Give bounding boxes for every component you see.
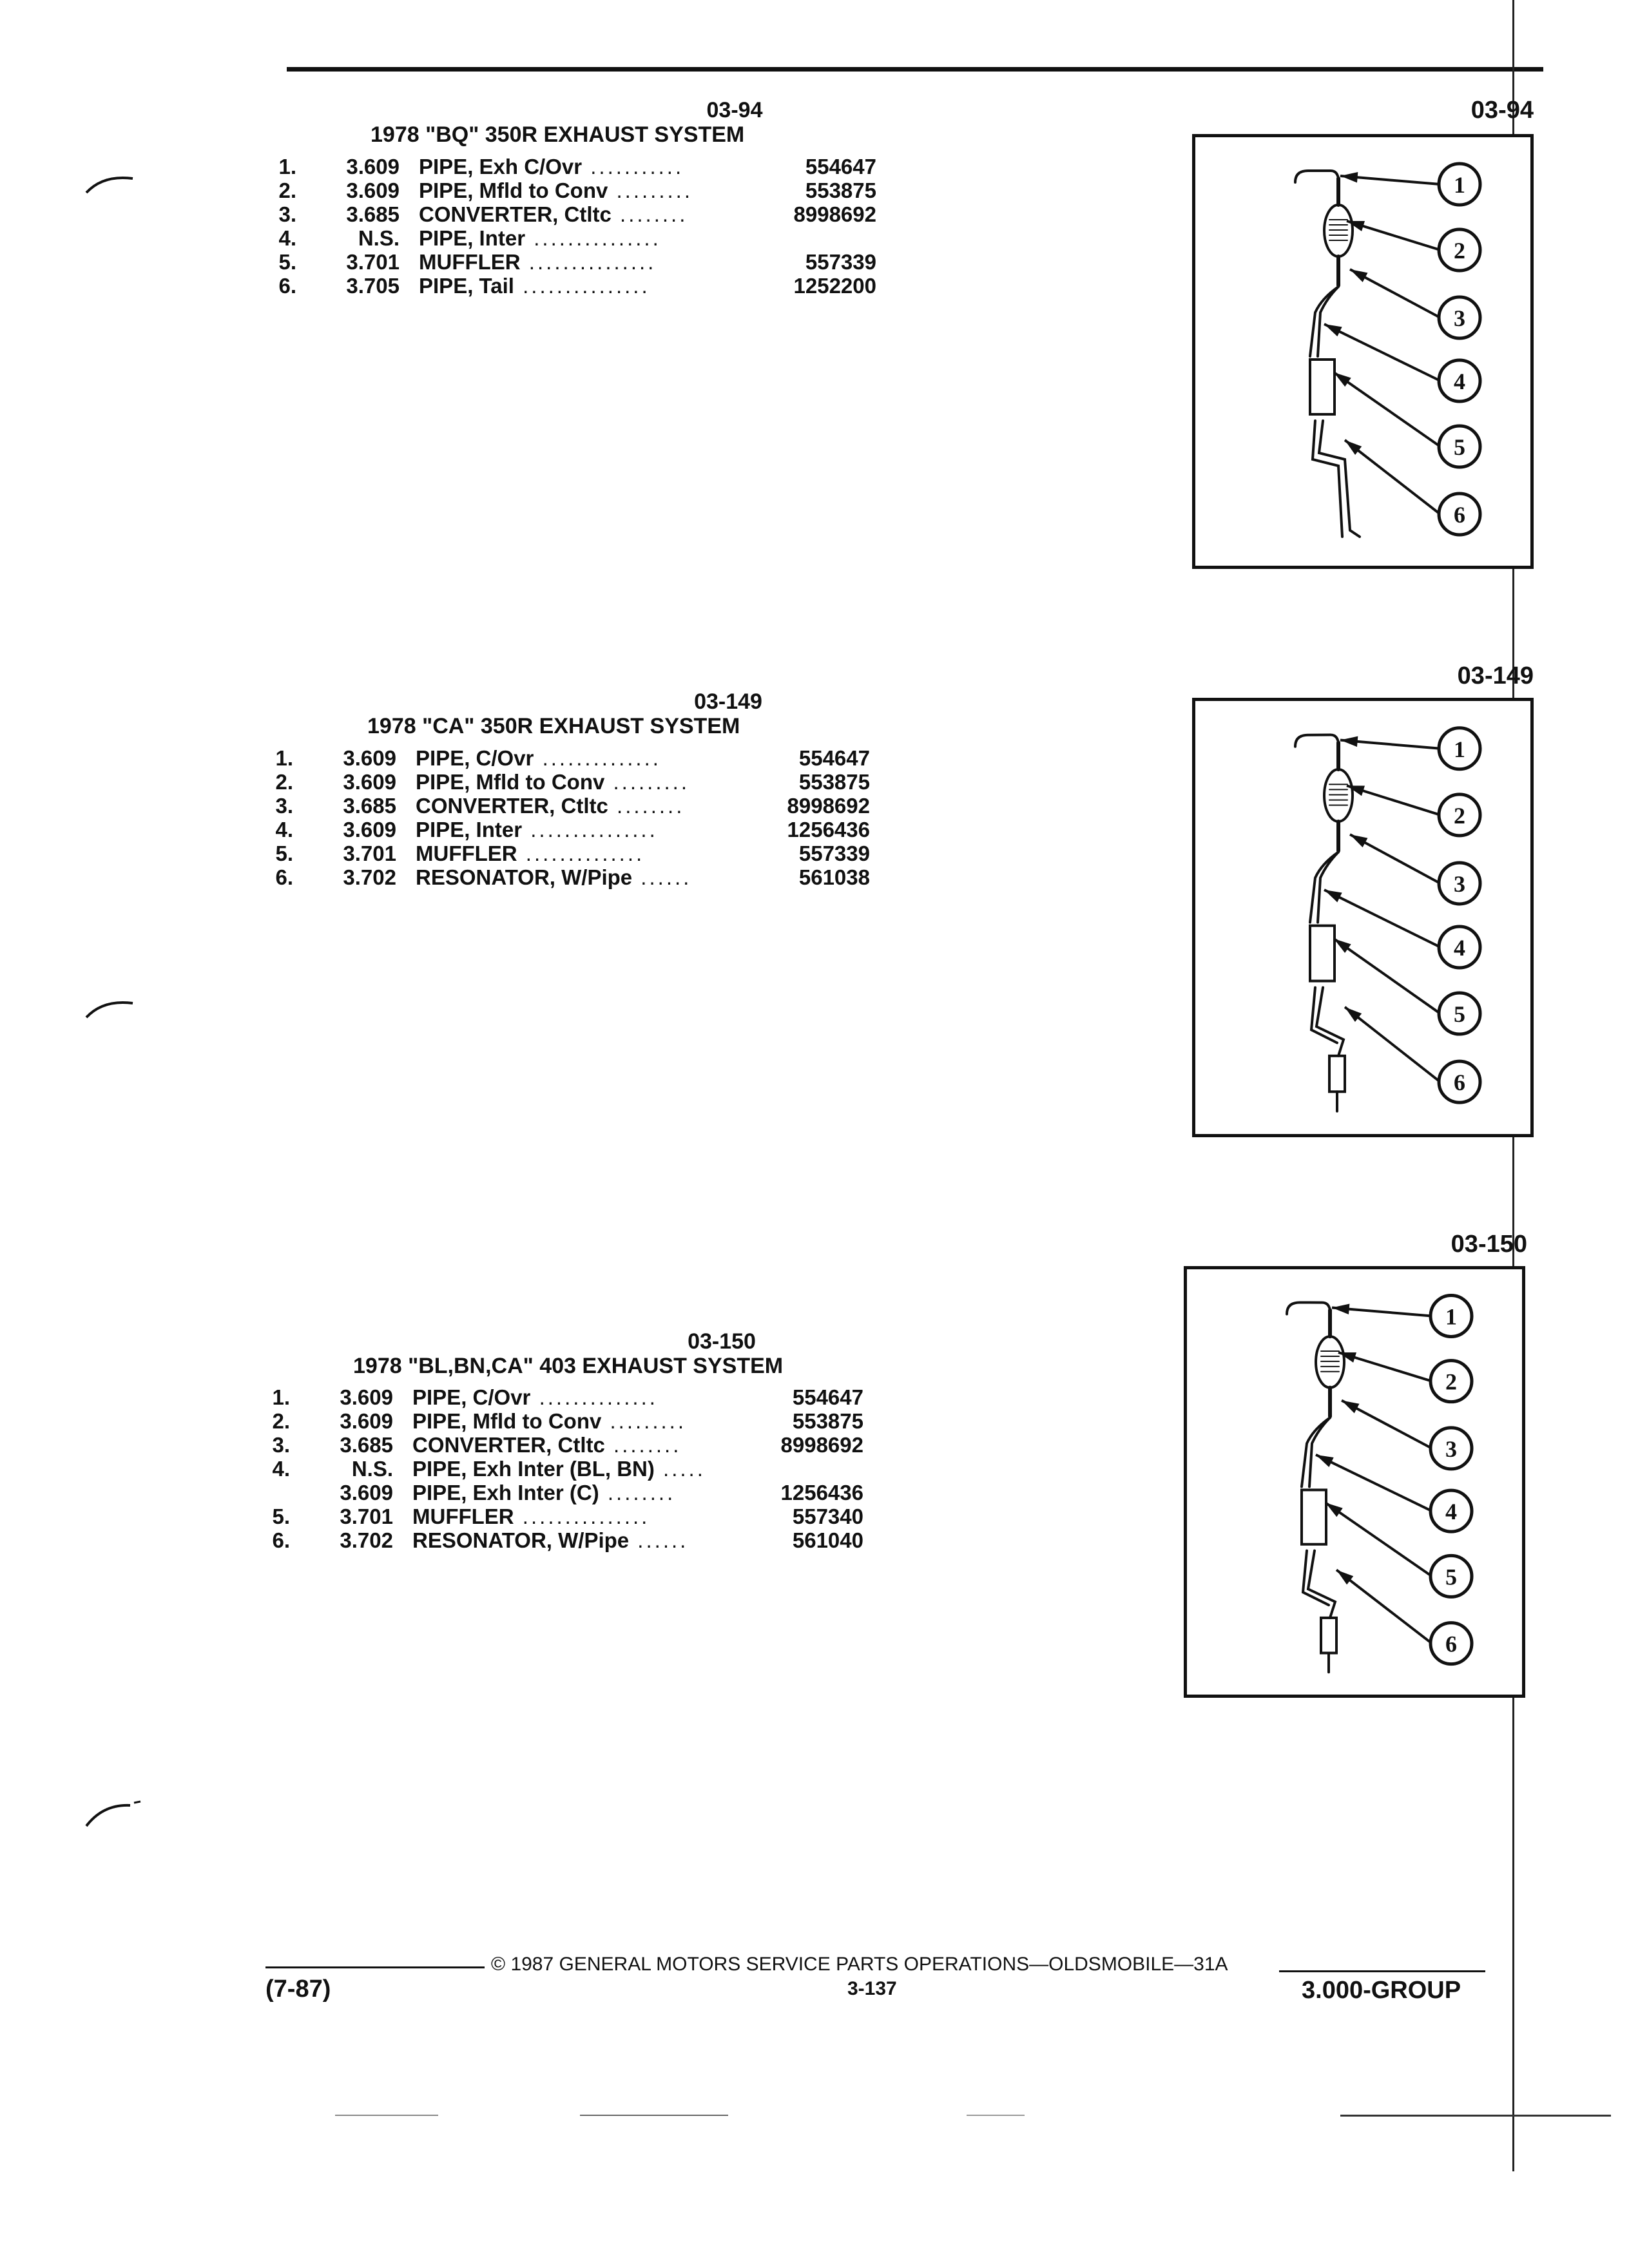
- leader-line: [1334, 939, 1440, 1014]
- exhaust-parts: [1287, 1302, 1344, 1672]
- part-description: PIPE, Inter ...............: [419, 226, 661, 250]
- part-number: 553875: [805, 178, 876, 202]
- callout-1: [1332, 1295, 1472, 1336]
- part-description: CONVERTER, Ctltc ........: [412, 1433, 682, 1457]
- part-row: [264, 1504, 863, 1528]
- section-code: 03-94: [706, 98, 763, 122]
- exhaust-parts: [1295, 171, 1360, 537]
- group-number: 3.685: [346, 202, 400, 226]
- arrow-head: [1334, 372, 1351, 387]
- part-row: [267, 865, 870, 889]
- group-label: 3.000-GROUP: [1302, 1977, 1461, 2004]
- callout-number: 6: [1454, 502, 1465, 528]
- callout-number: 1: [1445, 1303, 1457, 1330]
- group-number: 3.701: [346, 250, 400, 274]
- part-row: [267, 818, 870, 841]
- intermediate-pipe: [1310, 287, 1338, 356]
- leader-line: [1324, 890, 1440, 947]
- margin-mark: [84, 1798, 142, 1830]
- part-number: 553875: [792, 1409, 863, 1433]
- callout-number: 2: [1454, 802, 1465, 829]
- scan-dash: [1340, 2115, 1611, 2117]
- callout-number: 3: [1445, 1436, 1457, 1462]
- part-row: [264, 1528, 863, 1552]
- part-number: 554647: [798, 746, 870, 770]
- group-number: 3.609: [343, 746, 396, 770]
- muffler-shape: [1310, 926, 1335, 981]
- scan-dash: [967, 2115, 1025, 2116]
- item-number: 2.: [278, 178, 296, 202]
- intermediate-pipe: [1309, 1418, 1330, 1486]
- part-row: [264, 1433, 863, 1457]
- part-row: [264, 1481, 863, 1504]
- callout-number: 3: [1454, 305, 1465, 331]
- callout-1: [1340, 728, 1480, 769]
- crossover-pipe: [1295, 735, 1338, 747]
- group-number: 3.685: [340, 1433, 393, 1457]
- figure-label: 03-149: [1457, 662, 1534, 689]
- intermediate-pipe: [1302, 1418, 1330, 1486]
- item-number: 1.: [272, 1385, 290, 1409]
- group-number: N.S.: [358, 226, 400, 250]
- callout-number: 5: [1454, 434, 1465, 460]
- item-number: 3.: [272, 1433, 290, 1457]
- top-rule: [287, 67, 1543, 72]
- callout-number: 1: [1454, 736, 1465, 762]
- arrow-head: [1338, 1352, 1356, 1363]
- callout-number: 2: [1445, 1369, 1457, 1395]
- scan-dash: [335, 2115, 438, 2116]
- group-number: 3.609: [343, 770, 396, 794]
- intermediate-pipe: [1318, 287, 1338, 356]
- section-title: 1978 "CA" 350R EXHAUST SYSTEM: [367, 714, 740, 738]
- part-description: CONVERTER, Ctltc ........: [419, 202, 688, 226]
- arrow-head: [1324, 890, 1342, 902]
- margin-mark: [84, 171, 135, 197]
- tail-pipe: [1308, 1551, 1335, 1618]
- part-row: [271, 178, 876, 202]
- part-row: [271, 250, 876, 274]
- part-row: [267, 746, 870, 770]
- callout-number: 4: [1454, 369, 1465, 394]
- part-number: 557339: [798, 841, 870, 865]
- revision-date: (7-87): [265, 1975, 331, 2003]
- item-number: 3.: [275, 794, 293, 818]
- part-number: 8998692: [787, 794, 870, 818]
- part-number: 553875: [798, 770, 870, 794]
- part-number: 554647: [792, 1385, 863, 1409]
- exhaust-parts: [1295, 735, 1353, 1111]
- item-number: 5.: [272, 1504, 290, 1528]
- leader-line: [1336, 1570, 1432, 1643]
- part-description: MUFFLER ..............: [416, 841, 645, 865]
- group-number: 3.702: [340, 1528, 393, 1552]
- group-number: 3.685: [343, 794, 396, 818]
- item-number: 2.: [272, 1409, 290, 1433]
- leader-line: [1334, 372, 1440, 447]
- part-row: [271, 274, 876, 298]
- group-number: 3.609: [343, 818, 396, 841]
- muffler-shape: [1302, 1490, 1326, 1544]
- callout-3: [1342, 1400, 1472, 1468]
- group-number: 3.609: [340, 1385, 393, 1409]
- leader-line: [1316, 1455, 1432, 1511]
- part-row: [264, 1409, 863, 1433]
- part-number: 561038: [798, 865, 870, 889]
- crossover-pipe: [1295, 171, 1338, 182]
- footer-rule-left: [265, 1966, 485, 1968]
- page-number: 3-137: [847, 1978, 897, 1999]
- muffler-shape: [1310, 360, 1335, 414]
- item-number: 5.: [275, 841, 293, 865]
- crossover-pipe: [1287, 1302, 1330, 1314]
- part-number: 1252200: [793, 274, 876, 298]
- callout-number: 5: [1445, 1564, 1457, 1590]
- group-number: 3.609: [340, 1481, 393, 1504]
- parts-list: [264, 1385, 863, 1552]
- arrow-head: [1334, 939, 1351, 953]
- callout-3: [1350, 834, 1480, 904]
- part-description: MUFFLER ...............: [419, 250, 657, 274]
- part-description: RESONATOR, W/Pipe ......: [412, 1528, 689, 1552]
- item-number: 4.: [278, 226, 296, 250]
- section-code: 03-149: [694, 689, 762, 714]
- part-row: [271, 226, 876, 250]
- part-number: 557339: [805, 250, 876, 274]
- leader-line: [1325, 1503, 1432, 1576]
- leader-line: [1324, 324, 1440, 381]
- part-description: PIPE, Mfld to Conv .........: [416, 770, 690, 794]
- margin-mark: [84, 995, 135, 1021]
- item-number: 1.: [275, 746, 293, 770]
- part-description: PIPE, Exh Inter (C) ........: [412, 1481, 676, 1504]
- arrow-head: [1347, 221, 1365, 231]
- part-description: PIPE, Tail ...............: [419, 274, 650, 298]
- callout-number: 1: [1454, 172, 1465, 198]
- group-number: 3.701: [340, 1504, 393, 1528]
- part-row: [271, 202, 876, 226]
- section-title: 1978 "BQ" 350R EXHAUST SYSTEM: [371, 122, 745, 147]
- item-number: 1.: [278, 155, 296, 178]
- arrow-head: [1350, 269, 1367, 282]
- callout-number: 6: [1454, 1070, 1465, 1096]
- exhaust-illustration: [1195, 137, 1530, 566]
- part-description: PIPE, Inter ...............: [416, 818, 658, 841]
- arrow-head: [1316, 1455, 1334, 1467]
- leader-line: [1345, 1007, 1440, 1082]
- part-row: [267, 770, 870, 794]
- tail-pipe: [1313, 421, 1342, 537]
- footer-rule-right: [1279, 1970, 1485, 1972]
- exhaust-diagram: [1184, 1266, 1525, 1698]
- callout-3: [1350, 269, 1480, 338]
- resonator-shape: [1329, 1056, 1345, 1092]
- item-number: 2.: [275, 770, 293, 794]
- arrow-head: [1325, 1503, 1343, 1517]
- group-number: 3.609: [346, 155, 400, 178]
- item-number: 3.: [278, 202, 296, 226]
- resonator-shape: [1321, 1618, 1336, 1653]
- part-row: [264, 1457, 863, 1481]
- part-number: 557340: [792, 1504, 863, 1528]
- group-number: 3.701: [343, 841, 396, 865]
- section-code: 03-150: [688, 1329, 756, 1354]
- callout-number: 4: [1445, 1499, 1457, 1525]
- parts-list: [267, 746, 870, 889]
- copyright-text: © 1987 GENERAL MOTORS SERVICE PARTS OPERATIONS—OLDSMOBILE—31A: [491, 1954, 1228, 1975]
- part-description: RESONATOR, W/Pipe ......: [416, 865, 692, 889]
- exhaust-diagram: [1192, 134, 1534, 569]
- item-number: 4.: [272, 1457, 290, 1481]
- group-number: 3.705: [346, 274, 400, 298]
- scan-dash: [580, 2115, 728, 2116]
- part-number: 8998692: [780, 1433, 863, 1457]
- exhaust-diagram: [1192, 698, 1534, 1137]
- part-number: 554647: [805, 155, 876, 178]
- converter-shape: [1324, 769, 1353, 822]
- tail-pipe: [1316, 988, 1344, 1056]
- callout-2: [1347, 221, 1480, 271]
- arrow-head: [1342, 1400, 1360, 1413]
- callout-2: [1347, 785, 1480, 835]
- arrow-head: [1324, 324, 1342, 336]
- part-description: PIPE, Mfld to Conv .........: [419, 178, 693, 202]
- group-number: N.S.: [351, 1457, 393, 1481]
- intermediate-pipe: [1318, 852, 1338, 922]
- part-description: PIPE, C/Ovr ..............: [416, 746, 661, 770]
- item-number: 6.: [272, 1528, 290, 1552]
- part-description: PIPE, Mfld to Conv .........: [412, 1409, 687, 1433]
- group-number: 3.702: [343, 865, 396, 889]
- figure-label: 03-94: [1470, 97, 1534, 124]
- callout-number: 4: [1454, 934, 1465, 961]
- part-description: PIPE, Exh C/Ovr ...........: [419, 155, 684, 178]
- callout-number: 6: [1445, 1631, 1457, 1657]
- part-description: PIPE, C/Ovr ..............: [412, 1385, 658, 1409]
- callout-2: [1338, 1352, 1472, 1402]
- section-title: 1978 "BL,BN,CA" 403 EXHAUST SYSTEM: [353, 1354, 784, 1378]
- part-description: MUFFLER ...............: [412, 1504, 650, 1528]
- figure-label: 03-150: [1451, 1231, 1527, 1258]
- part-number: 8998692: [793, 202, 876, 226]
- part-row: [264, 1385, 863, 1409]
- arrow-head: [1350, 834, 1367, 847]
- item-number: 6.: [278, 274, 296, 298]
- callout-number: 3: [1454, 870, 1465, 897]
- group-number: 3.609: [346, 178, 400, 202]
- part-number: 561040: [792, 1528, 863, 1552]
- callout-number: 2: [1454, 238, 1465, 264]
- parts-list: [271, 155, 876, 298]
- item-number: 5.: [278, 250, 296, 274]
- part-number: 1256436: [780, 1481, 863, 1504]
- part-row: [271, 155, 876, 178]
- exhaust-illustration: [1187, 1269, 1522, 1695]
- part-row: [267, 794, 870, 818]
- callout-number: 5: [1454, 1001, 1465, 1028]
- callout-1: [1340, 164, 1480, 205]
- exhaust-illustration: [1195, 701, 1530, 1134]
- part-number: 1256436: [787, 818, 870, 841]
- group-number: 3.609: [340, 1409, 393, 1433]
- item-number: 4.: [275, 818, 293, 841]
- part-row: [267, 841, 870, 865]
- part-description: PIPE, Exh Inter (BL, BN) .....: [412, 1457, 706, 1481]
- leader-line: [1345, 440, 1440, 514]
- part-description: CONVERTER, Ctltc ........: [416, 794, 685, 818]
- arrow-head: [1347, 785, 1365, 796]
- item-number: 6.: [275, 865, 293, 889]
- intermediate-pipe: [1310, 852, 1338, 922]
